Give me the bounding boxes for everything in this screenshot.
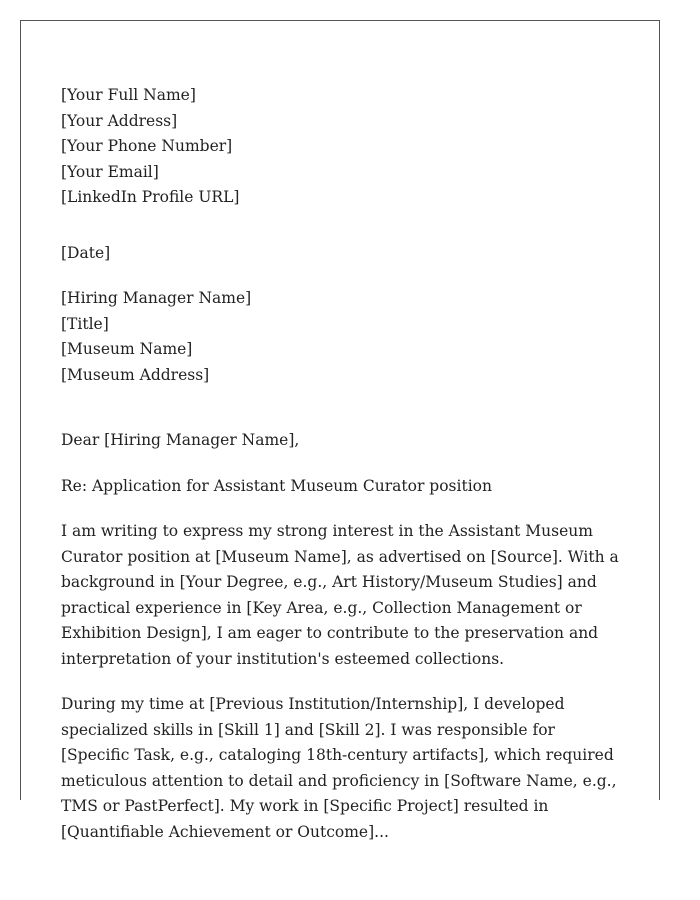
date-block — [61, 241, 623, 267]
letter-date: [Date] — [61, 243, 111, 262]
sender-linkedin: [LinkedIn Profile URL] — [61, 188, 240, 206]
document-page — [20, 20, 660, 841]
recipient-address: [Museum Address] — [61, 365, 210, 384]
sender-name: [Your Full Name] — [61, 86, 196, 104]
sender-block — [61, 83, 623, 211]
paragraph-1 — [61, 519, 623, 672]
subject-block — [61, 474, 623, 500]
subject-line: Re: Application for Assistant Museum Curator position — [61, 476, 492, 495]
recipient-title: [Title] — [61, 314, 109, 333]
sender-address: [Your Address] — [61, 111, 178, 130]
body-paragraph: I am writing to express my strong interest in the Assistant Museum Curator position at [Museum Name], as advertised on [Source]. With a background in [Your Degree, e.g., Art History/Museum Studies] and practical experience in [Key Area, e.g., Collection Management or Exhibition Design], I am eager to contribute to the preservation and interpretation of your institution's esteemed collections. — [61, 522, 619, 668]
recipient-block — [61, 286, 623, 388]
paragraph-2 — [61, 692, 623, 845]
sender-phone: [Your Phone Number] — [61, 137, 233, 155]
recipient-museum: [Museum Name] — [61, 340, 193, 358]
sender-email: [Your Email] — [61, 162, 159, 181]
letter-body — [61, 83, 623, 845]
salutation-block — [61, 428, 623, 454]
recipient-name: [Hiring Manager Name] — [61, 289, 252, 307]
salutation: Dear [Hiring Manager Name], — [61, 431, 300, 449]
body-paragraph: During my time at [Previous Institution/Internship], I developed specialized skills in [Skill 1] and [Skill 2]. I was responsible for [Specific Task, e.g., cataloging 18th-century artifacts], which required meticulous attention to detail and proficiency in [Software Name, e.g., TMS or PastPerfect]. My work in [Specific Project] resulted in [Quantifiable Achievement or Outcome]... — [61, 695, 617, 841]
